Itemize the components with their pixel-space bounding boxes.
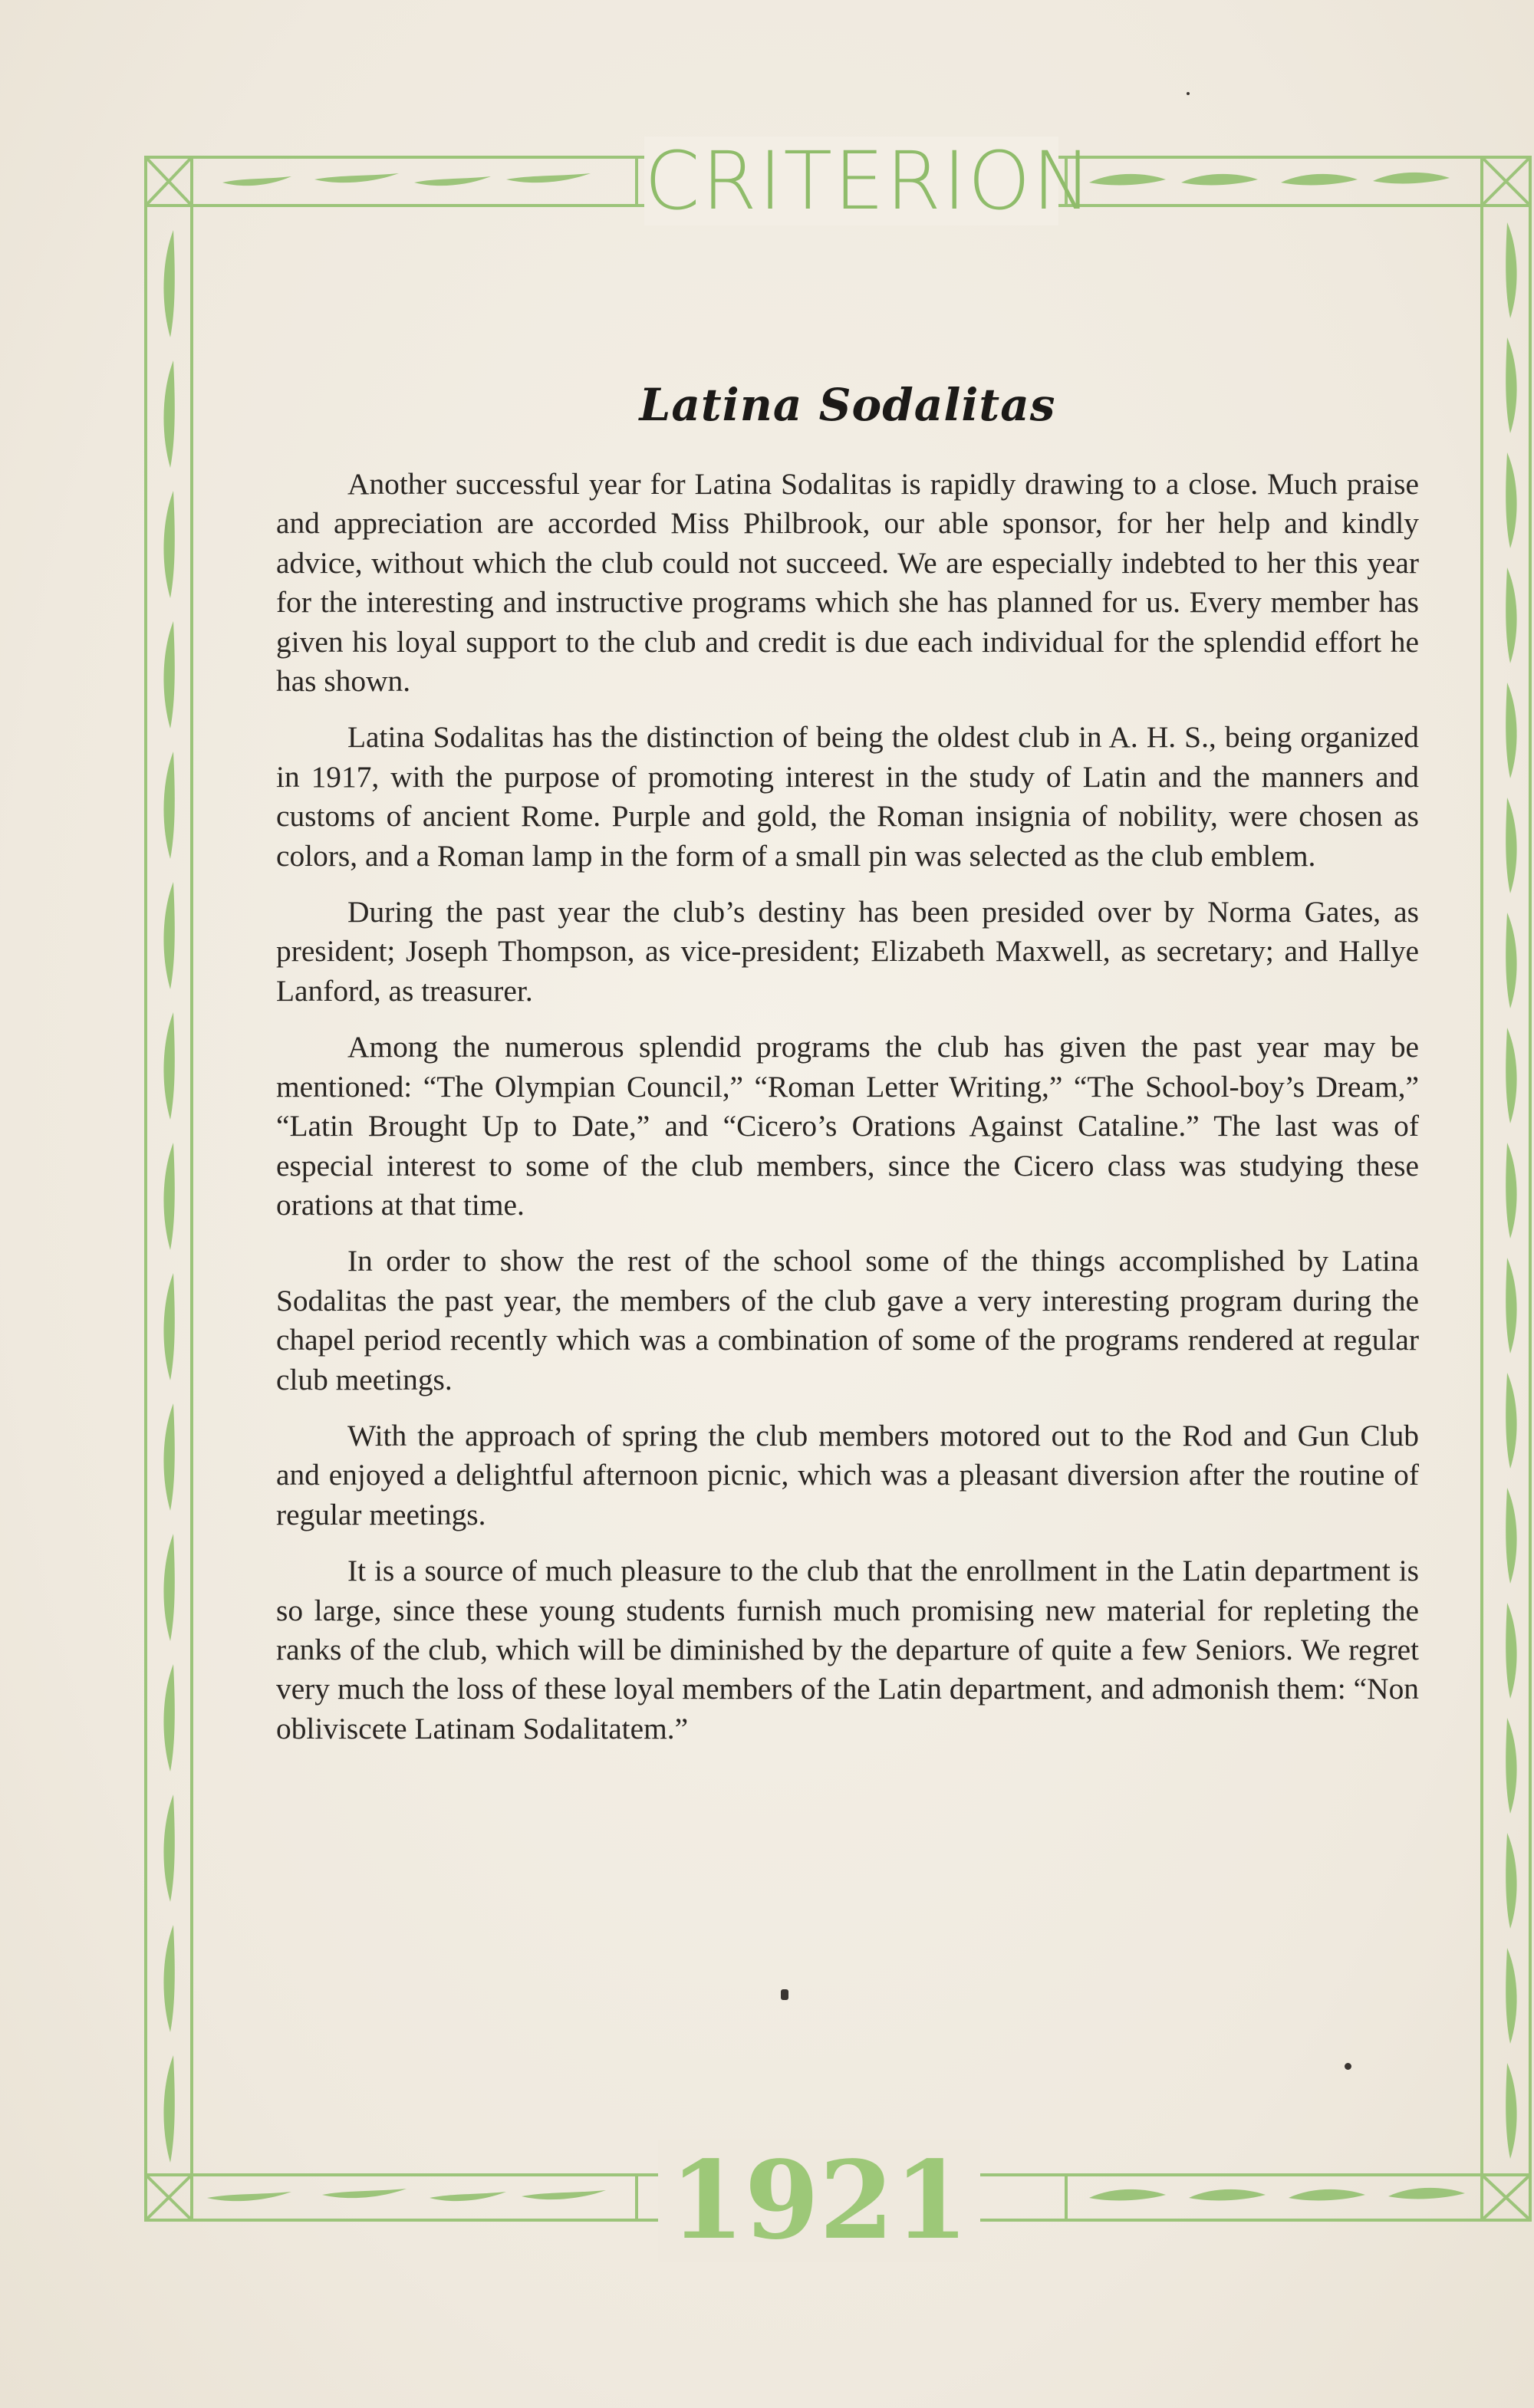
leaf-ornament: [163, 752, 174, 859]
leaf-ornament: [1506, 798, 1516, 893]
leaf-ornament: [1506, 1143, 1516, 1239]
leaf-ornament: [1506, 1948, 1516, 2044]
leaf-ornament: [1506, 1718, 1516, 1814]
leaf-ornament: [163, 1403, 174, 1511]
leaf-ornament: [1189, 2189, 1266, 2201]
leaf-ornament: [163, 1273, 174, 1380]
article-paragraph: With the approach of spring the club members motored out to the Rod and Gun Club and enjoyed a delightful afternoon picnic, which was a pleasant diversion after the routine of regular meetings.: [276, 1418, 1419, 1531]
yearbook-year: 1921: [658, 2140, 980, 2262]
article-paragraph: Latina Sodalitas has the distinction of being the oldest club in A. H. S., being organized in 1917, with the purpose of promoting interest in the study of Latin and the manners and customs of ancient Rome. Purple and gold, the Roman insignia of nobility, were chosen as colors, and a Roman lamp in the form of a small pin was selected as the club emblem.: [276, 720, 1419, 873]
ink-speck: [1345, 2063, 1351, 2070]
leaf-ornament: [314, 173, 399, 183]
leaf-ornament: [522, 2190, 606, 2199]
article-paragraph: Among the numerous splendid programs the club has given the past year may be mentioned: “The Olympian Council,” “Roman Letter Writing,” “The School-boy’s Dream,” “Latin Brought Up to Date,” and “Cicero’s Orations Against Cataline.” The last was of especial interest to some of the club members, since the Cicero class was studying these orations at that time.: [276, 1030, 1419, 1222]
leaf-ornament: [163, 882, 174, 989]
leaf-ornament: [163, 1534, 174, 1641]
leaf-ornament: [163, 491, 174, 598]
leaf-ornament: [1506, 913, 1516, 1008]
leaf-ornament: [1506, 2063, 1516, 2159]
leaf-ornament: [322, 2189, 407, 2198]
leaf-ornament: [1506, 683, 1516, 778]
ink-speck: [1187, 92, 1190, 95]
leaf-ornament: [1388, 2188, 1465, 2199]
leaf-ornament: [1506, 1028, 1516, 1123]
leaf-ornament: [1506, 1833, 1516, 1929]
leaf-ornament: [1289, 2189, 1365, 2201]
leaf-ornament: [163, 230, 174, 337]
leaf-ornament: [163, 1925, 174, 2032]
article-body: [276, 465, 1419, 1765]
leaf-ornament: [1506, 1488, 1516, 1584]
leaf-ornament: [163, 1012, 174, 1120]
leaf-ornament: [430, 2192, 506, 2201]
leaf-ornament: [414, 176, 491, 186]
leaf-ornament: [1506, 1258, 1516, 1354]
leaf-ornament: [163, 2055, 174, 2163]
leaf-ornament: [163, 360, 174, 468]
leaf-ornament: [163, 1664, 174, 1771]
article-title: Latina Sodalitas: [639, 379, 1056, 431]
leaf-ornament: [222, 176, 291, 186]
leaf-ornament: [1506, 222, 1516, 318]
leaf-ornament: [506, 173, 591, 183]
ink-speck: [781, 1989, 788, 2000]
yearbook-title: CRITERION: [644, 134, 1094, 228]
leaf-ornament: [1506, 1603, 1516, 1699]
leaf-ornament: [1506, 337, 1516, 433]
leaf-ornament: [1506, 567, 1516, 663]
leaf-ornament: [163, 621, 174, 729]
leaf-ornament: [1089, 174, 1166, 186]
leaf-ornament: [1506, 1373, 1516, 1469]
article-paragraph: In order to show the rest of the school some of the things accomplished by Latina Sodalitas the past year, the members of the club gave a very interesting program during the chapel period recently which was a combination of some of the programs rendered at regular club meetings.: [276, 1244, 1419, 1396]
leaf-ornament: [163, 1794, 174, 1902]
leaf-ornament: [1373, 173, 1450, 184]
leaf-ornament: [1281, 174, 1358, 186]
leaf-ornament: [1506, 452, 1516, 548]
article-paragraph: It is a source of much pleasure to the club that the enrollment in the Latin department is so large, since these young students furnish much promising new material for repleting the ranks of the club, which will be diminished by the departure of quite a few Seniors. We regret very much the loss of these loyal members of the Latin department, and admonish them: “Non obliviscete Latinam Sodalitatem.”: [276, 1554, 1419, 1745]
leaf-ornament: [1089, 2189, 1166, 2201]
article-paragraph: During the past year the club’s destiny has been presided over by Norma Gates, as president; Joseph Thompson, as vice-president; Elizabeth Maxwell, as secretary; and Hallye Lanford, as treasurer.: [276, 895, 1419, 1008]
leaf-ornament: [163, 1143, 174, 1250]
leaf-ornament: [1181, 174, 1258, 186]
leaf-ornament: [207, 2192, 291, 2201]
article-paragraph: Another successful year for Latina Sodalitas is rapidly drawing to a close. Much praise and appreciation are accorded Miss Philbrook, our able sponsor, for her help and kindly advice, without which the club could not succeed. We are especially indebted to her this year for the interesting and instructive programs which she has planned for us. Every member has given his loyal support to the club and credit is due each individual for the splendid effort he has shown.: [276, 467, 1419, 699]
